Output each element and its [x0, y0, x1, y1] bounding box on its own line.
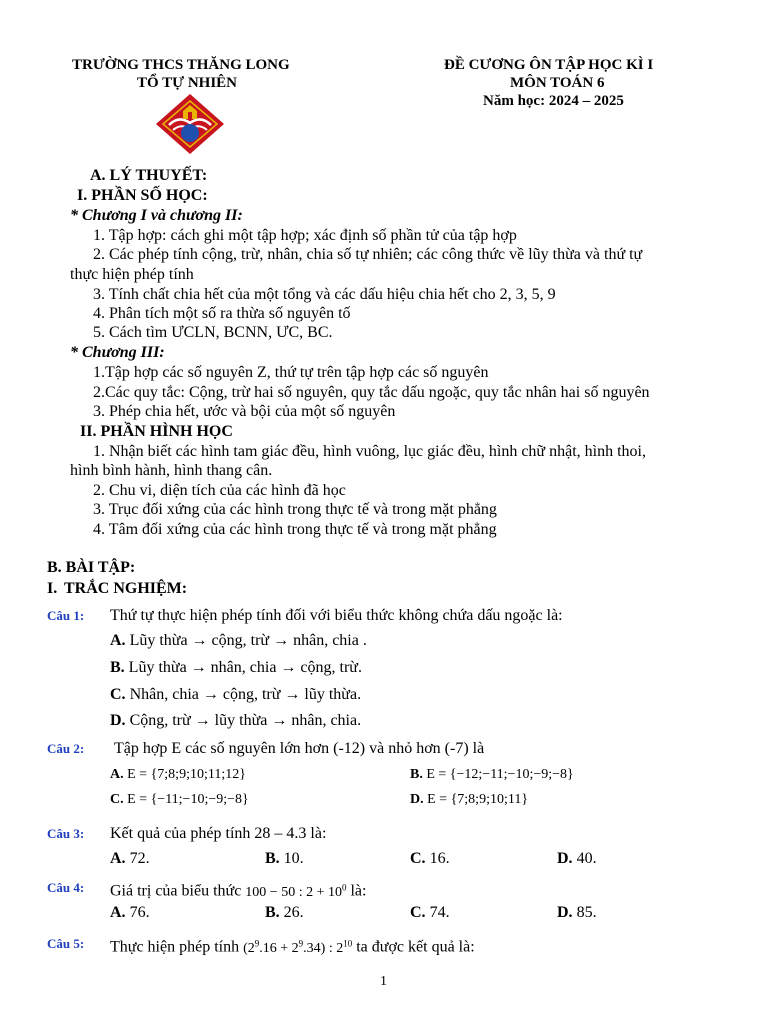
multiple-choice-number: I.: [47, 580, 58, 597]
school-name: TRƯỜNG THCS THĂNG LONG: [72, 57, 290, 73]
question-text: Tập hợp E các số nguyên lớn hơn (-12) và nhỏ hơn (-7) là: [114, 740, 485, 757]
answer-option: B. E = {−12;−11;−10;−9;−8}: [410, 767, 574, 782]
school-year: Năm học: 2024 – 2025: [483, 93, 624, 109]
school-logo: [155, 93, 225, 155]
theory-item: 2. Chu vi, diện tích của các hình đã học: [93, 482, 346, 499]
theory-item: 3. Phép chia hết, ước và bội của một số nguyên: [93, 403, 396, 420]
question-label: Câu 1:: [47, 608, 85, 623]
theory-item: thực hiện phép tính: [70, 266, 194, 283]
theory-item: 5. Cách tìm ƯCLN, BCNN, ƯC, BC.: [93, 324, 333, 341]
answer-option: A. Lũy thừa → cộng, trừ → nhân, chia .: [110, 632, 367, 649]
answer-option: B. 10.: [265, 850, 304, 867]
answer-option: D. Cộng, trừ → lũy thừa → nhân, chia.: [110, 712, 362, 729]
chapter3-heading: * Chương III:: [70, 344, 165, 361]
question-text: Thứ tự thực hiện phép tính đối với biểu thức không chứa dấu ngoặc là:: [110, 607, 563, 624]
answer-option: C. E = {−11;−10;−9;−8}: [110, 792, 249, 807]
theory-item: 4. Phân tích một số ra thừa số nguyên tố: [93, 305, 351, 322]
answer-option: B. Lũy thừa → nhân, chia → cộng, trừ.: [110, 659, 362, 676]
theory-item: 1. Tập hợp: cách ghi một tập hợp; xác định số phần tử của tập hợp: [93, 227, 517, 244]
question-label: Câu 3:: [47, 826, 85, 841]
answer-option: A. 72.: [110, 850, 150, 867]
group-name: TỔ TỰ NHIÊN: [137, 75, 238, 91]
section-b-heading: B. BÀI TẬP:: [47, 559, 136, 576]
theory-item: 1.Tập hợp các số nguyên Z, thứ tự trên tập hợp các số nguyên: [93, 364, 489, 381]
question-text: Giá trị của biểu thức 100 − 50 : $2 + 10^0$ là:: [110, 882, 367, 900]
answer-option: A. 76.: [110, 904, 150, 921]
theory-item: 2.Các quy tắc: Cộng, trừ hai số nguyên, quy tắc dấu ngoặc, quy tắc nhân hai số nguyên: [93, 384, 650, 401]
theory-item: 3. Trục đối xứng của các hình trong thực tế và trong mặt phẳng: [93, 501, 497, 518]
page-number: 1: [380, 974, 387, 989]
math-expression: $(2^9.16 + 2^9.34)$ : $2^{10}$: [243, 938, 353, 956]
answer-option: D. 40.: [557, 850, 597, 867]
theory-item: 3. Tính chất chia hết của một tổng và các dấu hiệu chia hết cho 2, 3, 5, 9: [93, 286, 556, 303]
answer-option: B. 26.: [265, 904, 304, 921]
chapter12-heading: * Chương I và chương II:: [70, 207, 243, 224]
answer-option: A. E = {7;8;9;10;11;12}: [110, 767, 246, 782]
section-a-heading: A. LÝ THUYẾT:: [90, 167, 208, 184]
part2-heading: II. PHẦN HÌNH HỌC: [80, 423, 233, 440]
answer-option: D. 85.: [557, 904, 597, 921]
part1-heading: I. PHẦN SỐ HỌC:: [77, 187, 208, 204]
question-text: Kết quả của phép tính 28 – 4.3 là:: [110, 825, 327, 842]
document-title: ĐỀ CƯƠNG ÔN TẬP HỌC KÌ I: [444, 57, 654, 73]
answer-option: C. 74.: [410, 904, 450, 921]
theory-item: 4. Tâm đối xứng của các hình trong thực tế và trong mặt phẳng: [93, 521, 497, 538]
answer-option: C. Nhân, chia → cộng, trừ → lũy thừa.: [110, 686, 362, 703]
answer-option: C. 16.: [410, 850, 450, 867]
theory-item: 1. Nhận biết các hình tam giác đều, hình vuông, lục giác đều, hình chữ nhật, hình thoi,: [93, 443, 646, 460]
math-expression: 100 − 50 : $2 + 10^0$: [245, 882, 347, 900]
question-label: Câu 5:: [47, 936, 85, 951]
question-label: Câu 2:: [47, 741, 85, 756]
answer-option: D. E = {7;8;9;10;11}: [410, 792, 529, 807]
question-text: Thực hiện phép tính $(2^9.16 + 2^9.34)$ : $2^{10}$ ta được kết quả là:: [110, 938, 475, 956]
multiple-choice-heading: TRẮC NGHIỆM:: [64, 580, 188, 597]
theory-item: 2. Các phép tính cộng, trừ, nhân, chia số tự nhiên; các công thức về lũy thừa và thứ tự: [93, 246, 643, 263]
subject-title: MÔN TOÁN 6: [510, 75, 605, 91]
question-label: Câu 4:: [47, 880, 85, 895]
theory-item: hình bình hành, hình thang cân.: [70, 462, 273, 479]
